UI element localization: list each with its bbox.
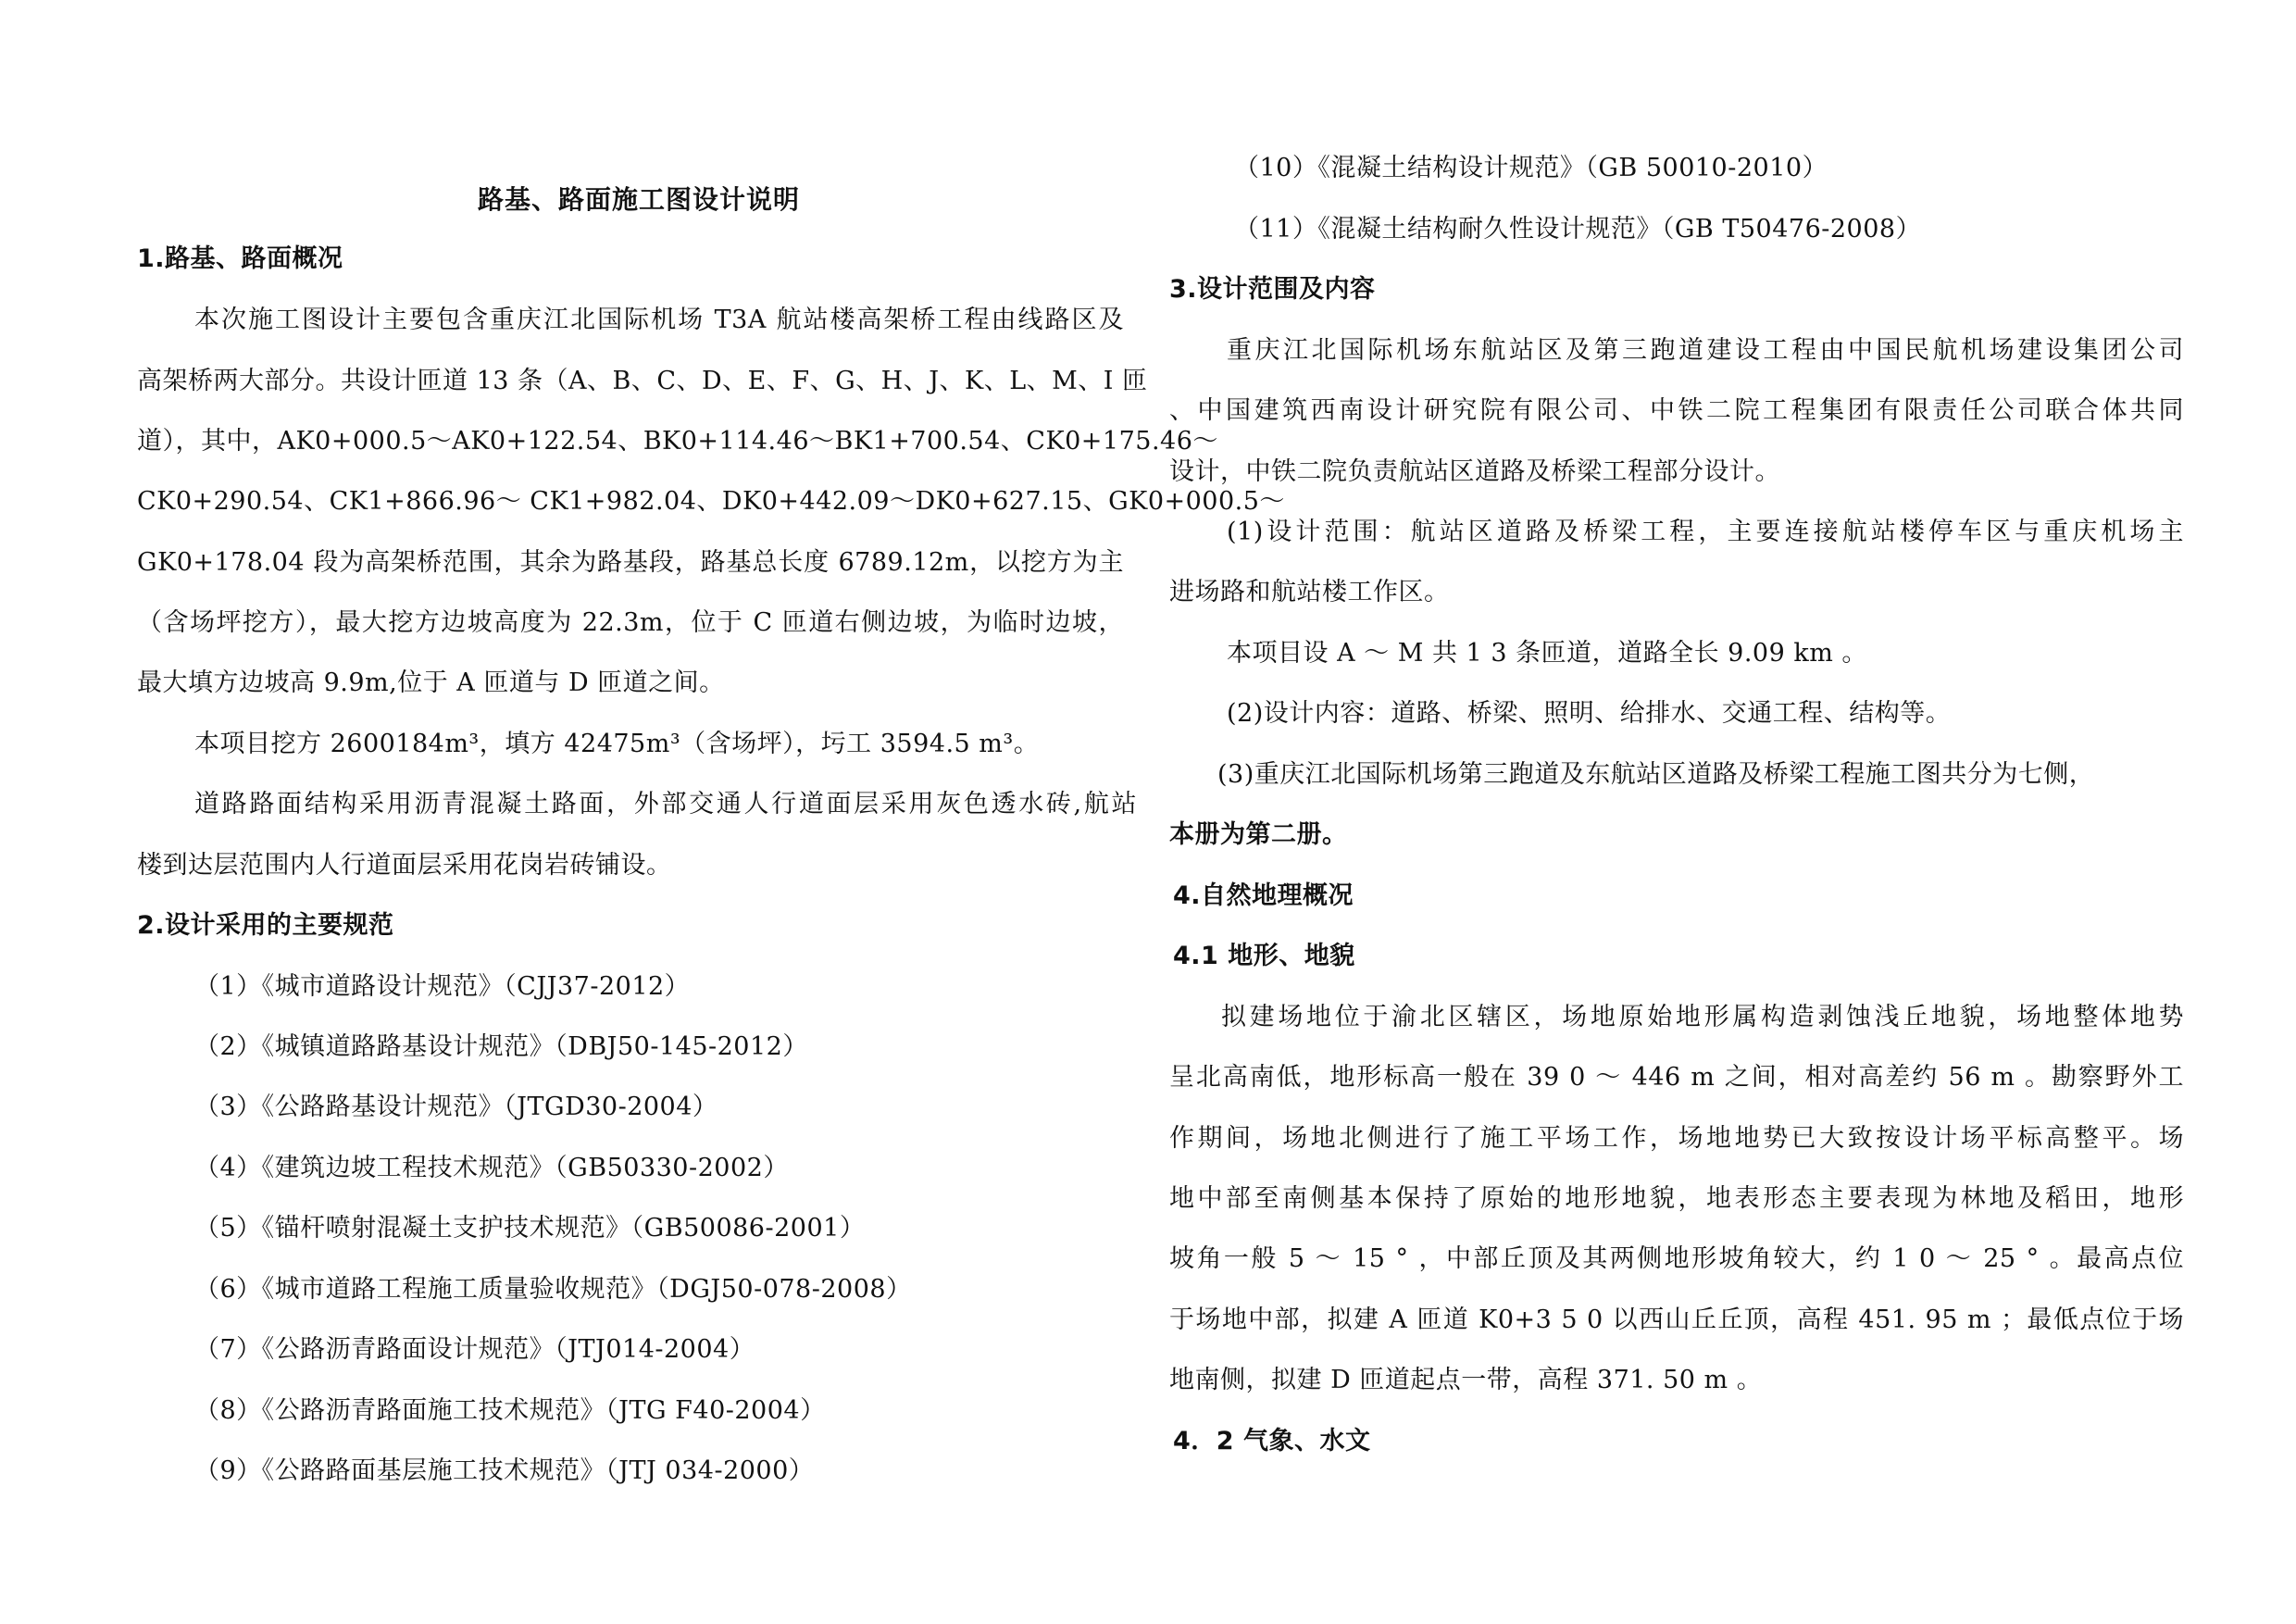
section-3-paragraph-line: 设计，中铁二院负责航站区道路及桥梁工程部分设计。 [1169, 457, 1780, 486]
pavement-paragraph-line: 楼到达层范围内人行道面层采用花岗岩砖铺设。 [137, 851, 672, 880]
standard-item: （11）《混凝土结构耐久性设计规范》（GB T50476-2008） [1234, 215, 1922, 244]
terrain-paragraph-line: 地中部至南侧基本保持了原始的地形地貌，地表形态主要表现为林地及稻田，地形 [1169, 1184, 2184, 1213]
design-scope-line: (1)设计范围：航站区道路及桥梁工程，主要连接航站楼停车区与重庆机场主 [1227, 518, 2184, 546]
terrain-paragraph-line: 作期间，场地北侧进行了施工平场工作，场地地势已大致按设计场平标高整平。场 [1169, 1124, 2184, 1153]
terrain-paragraph-line: 于场地中部，拟建 A 匝道 K0+3 5 0 以西山丘丘顶，高程 451. 95 m ；最低点位于场 [1169, 1305, 2184, 1334]
section-4-1-heading: 4.1 地形、地貌 [1173, 942, 1355, 970]
standard-item: （2）《城镇道路路基设计规范》（DBJ50-145-2012） [194, 1032, 808, 1061]
standard-item: （7）《公路沥青路面设计规范》（JTJ014-2004） [194, 1335, 755, 1364]
section-1-paragraph-line: 本次施工图设计主要包含重庆江北国际机场 T3A 航站楼高架桥工程由线路区及 [194, 306, 1124, 334]
section-1-paragraph-line: GK0+178.04 段为高架桥范围，其余为路基段，路基总长度 6789.12m，以挖方为主 [137, 548, 1124, 577]
terrain-paragraph-line: 坡角一般 5 ～ 15 ° ，中部丘顶及其两侧地形坡角较大，约 1 0 ～ 25 ° 。最高点位 [1169, 1244, 2184, 1273]
standard-item: （9）《公路路面基层施工技术规范》（JTJ 034-2000） [194, 1456, 815, 1485]
standard-item: （5）《锚杆喷射混凝土支护技术规范》（GB50086-2001） [194, 1214, 866, 1243]
section-4-2-heading: 4．2 气象、水文 [1173, 1427, 1371, 1455]
volumes-line: 本册为第二册。 [1169, 820, 1348, 849]
design-scope-line: 进场路和航站楼工作区。 [1169, 578, 1450, 606]
volumes-line: (3)重庆江北国际机场第三跑道及东航站区道路及桥梁工程施工图共分为七侧， [1217, 760, 2095, 789]
ramps-summary: 本项目设 A ～ M 共 1 3 条匝道，道路全长 9.09 km 。 [1227, 639, 1867, 668]
terrain-paragraph-line: 地南侧，拟建 D 匝道起点一带，高程 371. 50 m 。 [1169, 1366, 1763, 1394]
section-1-paragraph-line: CK0+290.54、CK1+866.96～ CK1+982.04、DK0+442.09～DK0+627.15、GK0+000.5～ [137, 487, 1285, 516]
section-4-heading: 4.自然地理概况 [1173, 881, 1354, 910]
terrain-paragraph-line: 拟建场地位于渝北区辖区，场地原始地形属构造剥蚀浅丘地貌，场地整体地势 [1221, 1003, 2184, 1031]
standard-item: （3）《公路路基设计规范》（JTGD30-2004） [194, 1093, 718, 1121]
standard-item: （1）《城市道路设计规范》（CJJ37-2012） [194, 972, 691, 1001]
earthwork-quantities: 本项目挖方 2600184m³，填方 42475m³（含场坪），圬工 3594.5 m³。 [194, 730, 1040, 758]
section-2-heading: 2.设计采用的主要规范 [137, 911, 394, 940]
pavement-paragraph-line: 道路路面结构采用沥青混凝土路面，外部交通人行道面层采用灰色透水砖,航站 [194, 790, 1137, 818]
design-content: (2)设计内容：道路、桥梁、照明、给排水、交通工程、结构等。 [1227, 699, 1952, 728]
section-3-heading: 3.设计范围及内容 [1169, 275, 1376, 304]
section-3-paragraph-line: 、中国建筑西南设计研究院有限公司、中铁二院工程集团有限责任公司联合体共同 [1169, 396, 2184, 425]
standard-item: （10）《混凝土结构设计规范》（GB 50010-2010） [1234, 154, 1828, 182]
terrain-paragraph-line: 呈北高南低，地形标高一般在 39 0 ～ 446 m 之间，相对高差约 56 m 。勘察野外工 [1169, 1063, 2184, 1092]
section-1-heading: 1.路基、路面概况 [137, 244, 343, 273]
standard-item: （6）《城市道路工程施工质量验收规范》（DGJ50-078-2008） [194, 1275, 912, 1304]
standard-item: （8）《公路沥青路面施工技术规范》（JTG F40-2004） [194, 1396, 826, 1425]
section-1-paragraph-line: 道），其中，AK0+000.5～AK0+122.54、BK0+114.46～BK1+700.54、CK0+175.46～ [137, 427, 1218, 456]
document-title: 路基、路面施工图设计说明 [477, 184, 800, 215]
section-1-paragraph-line: 最大填方边坡高 9.9m,位于 A 匝道与 D 匝道之间。 [137, 668, 725, 697]
section-1-paragraph-line: （含场坪挖方），最大挖方边坡高度为 22.3m，位于 C 匝道右侧边坡，为临时边坡， [137, 608, 1124, 637]
section-1-paragraph-line: 高架桥两大部分。共设计匝道 13 条（A、B、C、D、E、F、G、H、J、K、L、M、I 匝 [137, 367, 1148, 395]
section-3-paragraph-line: 重庆江北国际机场东航站区及第三跑道建设工程由中国民航机场建设集团公司 [1227, 336, 2184, 365]
standard-item: （4）《建筑边坡工程技术规范》（GB50330-2002） [194, 1154, 789, 1182]
